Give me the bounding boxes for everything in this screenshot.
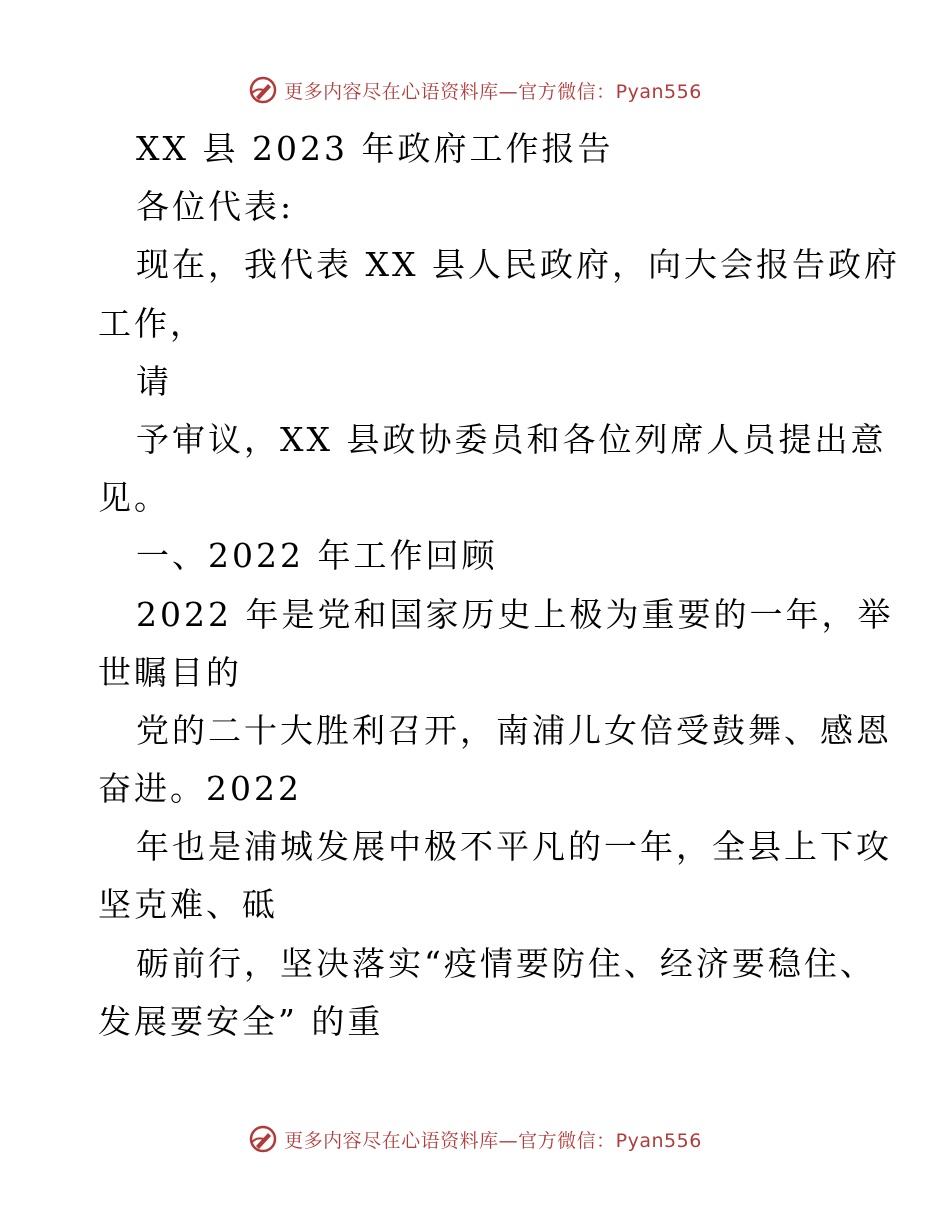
pen-logo-icon: [248, 1124, 278, 1154]
document-line: 奋进。2022: [98, 769, 302, 809]
document-body: [98, 120, 900, 1051]
document-line: 予审议，XX 县政协委员和各位列席人员提出意: [136, 419, 887, 459]
document-line: 砺前行，坚决落实“疫情要防住、经济要稳住、: [136, 943, 876, 983]
watermark-footer: [0, 1121, 950, 1157]
document-line: 工作，: [98, 303, 206, 343]
document-line: 请: [136, 361, 172, 401]
watermark-text: 更多内容尽在心语资料库—官方微信：Pyan556: [284, 1129, 702, 1152]
watermark-header: [0, 72, 950, 108]
document-line: 现在，我代表 XX 县人民政府，向大会报告政府: [136, 245, 900, 285]
document-line: 2022 年是党和国家历史上极为重要的一年，举: [136, 594, 894, 634]
document-line: 世瞩目的: [98, 652, 242, 692]
pen-logo-icon: [248, 75, 278, 105]
watermark-text: 更多内容尽在心语资料库—官方微信：Pyan556: [284, 80, 702, 103]
document-line: 党的二十大胜利召开，南浦儿女倍受鼓舞、感恩: [136, 710, 892, 750]
document-line: 见。: [98, 478, 170, 518]
document-line: XX 县 2023 年政府工作报告: [136, 129, 614, 168]
document-line: 各位代表:: [136, 187, 295, 227]
document-line: 一、2022 年工作回顾: [136, 536, 498, 576]
document-line: 坚克难、砥: [98, 885, 278, 925]
document-line: 年也是浦城发展中极不平凡的一年，全县上下攻: [136, 827, 892, 867]
document-line: 发展要安全” 的重: [98, 1001, 384, 1041]
